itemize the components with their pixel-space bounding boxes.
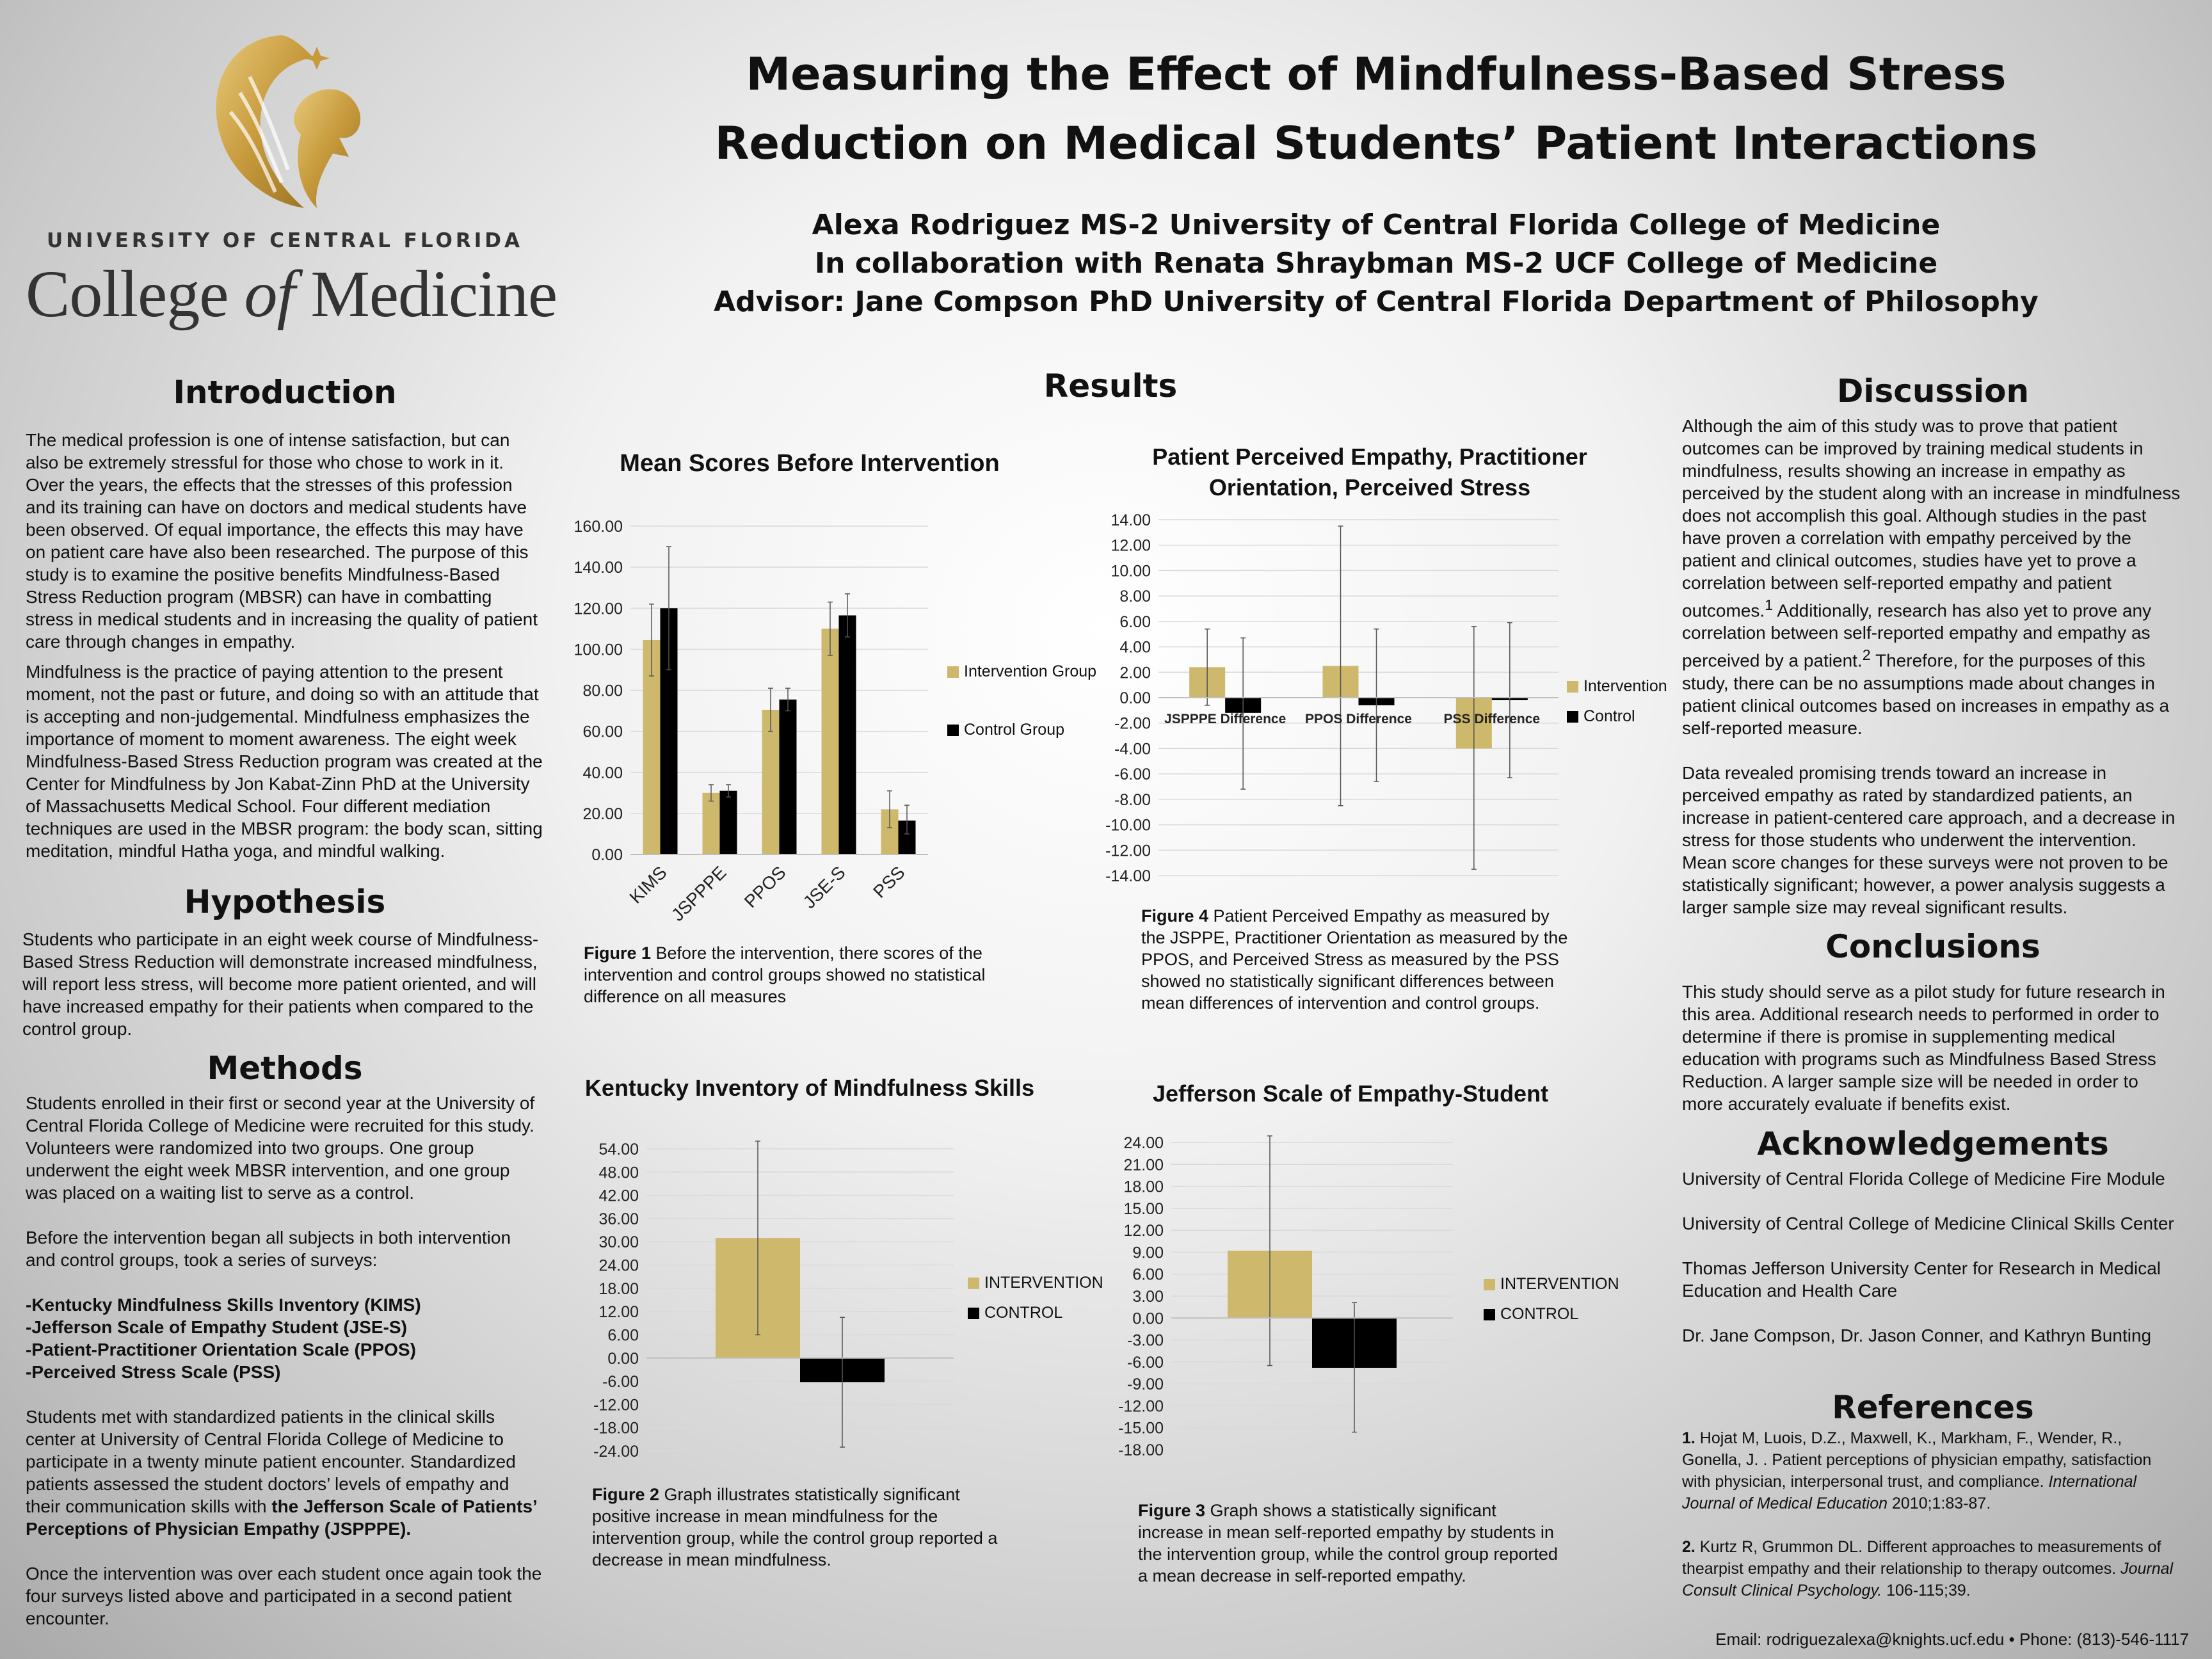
fig4-caption: Figure 4 Patient Perceived Empathy as measured by the JSPPE, Practitioner Orientation as measured by the PPOS, and Perceived Stress as measured by the PSS showed no statistically significant differences between mean differences of intervention and control groups. (1141, 906, 1568, 1013)
y-tick-label: -15.00 (1118, 1419, 1164, 1438)
x-tick-label: PSS Difference (1443, 712, 1541, 726)
conclusions-heading: Conclusions (1825, 928, 2040, 965)
y-tick-label: -6.00 (602, 1373, 639, 1391)
y-tick-label: 4.00 (1119, 638, 1151, 657)
y-tick-label: -12.00 (593, 1396, 639, 1415)
y-tick-label: 160.00 (573, 518, 623, 536)
y-tick-label: 15.00 (1123, 1199, 1164, 1218)
legend-item: Intervention (1567, 677, 1667, 696)
references-heading: References (1832, 1389, 2034, 1426)
discussion-heading: Discussion (1836, 373, 2030, 410)
y-tick-label: 140.00 (573, 559, 623, 577)
y-tick-label: -2.00 (1114, 714, 1151, 733)
ack-item: University of Central College of Medicine Clinical Skills Center (1682, 1214, 2174, 1233)
survey-item: -Jefferson Scale of Empathy Student (JSE-S) (26, 1317, 407, 1337)
y-tick-label: 6.00 (607, 1326, 639, 1345)
y-tick-label: 36.00 (598, 1210, 639, 1228)
x-tick-label: JSPPPE (667, 862, 730, 926)
legend-swatch-intervention (968, 1278, 979, 1289)
y-tick-label: 21.00 (1123, 1156, 1164, 1174)
y-tick-label: 10.00 (1110, 562, 1151, 581)
y-tick-label: 9.00 (1132, 1244, 1164, 1262)
x-tick-label: KIMS (625, 862, 671, 908)
y-tick-label: -10.00 (1105, 816, 1151, 835)
y-tick-label: 12.00 (1110, 536, 1151, 555)
y-tick-label: 0.00 (1119, 689, 1151, 707)
survey-item: -Kentucky Mindfulness Skills Inventory (KIMS) (26, 1295, 421, 1315)
ack-item: Thomas Jefferson University Center for Research in Medical Education and Health Care (1682, 1258, 2161, 1301)
y-tick-label: 8.00 (1119, 588, 1151, 606)
y-tick-label: 6.00 (1119, 613, 1151, 631)
methods-heading: Methods (207, 1050, 363, 1087)
y-tick-label: 42.00 (598, 1187, 639, 1205)
y-tick-label: 12.00 (1123, 1222, 1164, 1240)
fig1-legend (947, 662, 1096, 751)
acknowledgements-list (1682, 1167, 2181, 1354)
y-tick-label: 20.00 (582, 805, 623, 823)
fig1-caption: Figure 1 Before the intervention, there scores of the intervention and control groups showed no statistical difference on all measures (584, 943, 986, 1006)
title-line: Reduction on Medical Students’ Patient Interactions (714, 117, 2038, 170)
results-heading: Results (1043, 367, 1178, 405)
legend-item: INTERVENTION (1484, 1275, 1619, 1294)
introduction-heading: Introduction (173, 374, 397, 411)
legend-swatch-control (968, 1308, 979, 1319)
legend-swatch-intervention (947, 666, 959, 678)
legend-item: CONTROL (1484, 1305, 1619, 1324)
legend-item: Control Group (947, 721, 1096, 739)
legend-item: CONTROL (968, 1304, 1103, 1322)
y-tick-label: -12.00 (1118, 1397, 1164, 1416)
fig4-title: Patient Perceived Empathy, Practitioner Orientation, Perceived Stress (1152, 444, 1587, 501)
fig2-chart (576, 1133, 960, 1466)
y-tick-label: -9.00 (1127, 1375, 1164, 1394)
legend-item: Intervention Group (947, 662, 1096, 681)
fig2-title: Kentucky Inventory of Mindfulness Skills (584, 1075, 1035, 1101)
reference-item: 1. Hojat M, Luois, D.Z., Maxwell, K., Markham, F., Wender, R., Gonella, J. . Patient perceptions of physician empathy, satisfaction with physician, interpersonal trust, and compliance. International Journal of Medical Education 2010;1:83-87. (1682, 1429, 2152, 1512)
y-tick-label: -4.00 (1114, 740, 1151, 758)
fig3-legend (1484, 1275, 1619, 1335)
x-tick-label: PPOS (740, 862, 790, 912)
y-tick-label: 6.00 (1132, 1265, 1164, 1284)
x-tick-label: JSPPPE Difference (1164, 712, 1286, 726)
y-tick-label: 24.00 (598, 1256, 639, 1275)
y-tick-label: 3.00 (1132, 1288, 1164, 1306)
conclusions-text: This study should serve as a pilot study for future research in this area. Additional research needs to performed in order to determine if there is promise in supplementing medical education with programs such as Mindfulness Based Stress Reduction. A larger sample size will be needed in order to more accurately evaluate if benefits exist. (1682, 982, 2165, 1114)
bar-intervention-group (703, 793, 720, 854)
contact-info: Email: rodriguezalexa@knights.ucf.edu • Phone: (813)-546-1117 (1715, 1630, 2189, 1649)
y-tick-label: 24.00 (1123, 1134, 1164, 1152)
y-tick-label: 100.00 (573, 641, 623, 659)
y-tick-label: 18.00 (598, 1279, 639, 1298)
bar-control-group (720, 791, 737, 854)
fig3-caption: Figure 3 Graph shows a statistically significant increase in mean self-reported empathy by students in the intervention group, while the control group reported a mean decrease in self-reported empathy. (1138, 1501, 1558, 1585)
y-tick-label: 80.00 (582, 682, 623, 700)
fig2-caption: Figure 2 Graph illustrates statistically significant positive increase in mean mindfulness for the intervention group, while the control group reported a decrease in mean mindfulness. (592, 1485, 998, 1569)
y-tick-label: 30.00 (598, 1233, 639, 1252)
y-tick-label: -24.00 (593, 1443, 639, 1461)
y-tick-label: -18.00 (1118, 1441, 1164, 1459)
bar-control-group (839, 615, 856, 854)
legend-swatch-control (947, 725, 959, 736)
x-tick-label: PSS (869, 862, 909, 902)
reference-item: 2. Kurtz R, Grummon DL. Different approaches to measurements of thearpist empathy and their relationship to therapy outcomes. Journal Consult Clinical Psychology. 106-115;39. (1682, 1538, 2174, 1599)
author-line: In collaboration with Renata Shraybman MS-2 UCF College of Medicine (814, 247, 1938, 280)
y-tick-label: -3.00 (1127, 1331, 1164, 1350)
x-tick-label: JSE-S (799, 862, 849, 913)
y-tick-label: -6.00 (1114, 765, 1151, 784)
ack-item: University of Central Florida College of Medicine Fire Module (1682, 1169, 2165, 1189)
survey-item: -Perceived Stress Scale (PSS) (26, 1362, 281, 1382)
legend-item: INTERVENTION (968, 1274, 1103, 1292)
bar-control-group (780, 700, 797, 854)
discussion-text: Although the aim of this study was to prove that patient outcomes can be improved by training medical students in mindfulness, results showing an increase in empathy as perceived by the student along with an increase in mindfulness does not accomplish this goal. Although studies in the past have proven a correlation with empathy perceived by the patient and clinical outcomes, studies have yet to prove a correlation between self-reported empathy and patient outcomes.$^1$ Additionally, research has also yet to prove any correlation between self-reported empathy and empathy as perceived by a patient.$^2$ Therefore, for the purposes of this study, there can be no assumptions made about changes in patient clinical outcomes based on increases in empathy as a self-reported measure. Data revealed promising trends toward an increase in perceived empathy as rated by standardized patients, an increase in patient-centered care approach, and a decrease in stress for those students who underwent the intervention. Mean score changes for these surveys were not proven to be statistically significant; however, a power analysis suggests a larger sample size may reveal significant results. (1682, 416, 2181, 917)
y-tick-label: -14.00 (1105, 867, 1151, 885)
legend-swatch-intervention (1567, 681, 1578, 693)
methods-text: Students enrolled in their first or second year at the University of Central Florida College of Medicine were recruited for this study. Volunteers were randomized into two groups. One group underwent the eight week MBSR intervention, and one group was placed on a waiting list to serve as a control. Before the intervention began all subjects in both intervention and control groups, took a series of surveys: -Kentucky Mindfulness Skills Inventory (KIMS) -Jefferson Scale of Empathy Student (JSE-S) -Patient-Practitioner Orientation Scale (PPOS) -Perceived Stress Scale (PSS) Students met with standardized patients in the clinical skills center at University of Central Florida College of Medicine to participate in a twenty minute patient encounter. Standardized patients assessed the student doctors’ levels of empathy and their communication skills with the Jefferson Scale of Patients’ Perceptions of Physician Empathy (JSPPPE). Once the intervention was over each student once again took the four surveys listed above and participated in a second patient encounter. (26, 1092, 544, 1637)
ack-item: Dr. Jane Compson, Dr. Jason Conner, and Kathryn Bunting (1682, 1326, 2152, 1345)
y-tick-label: 48.00 (598, 1164, 639, 1182)
author-block (640, 206, 2112, 321)
fig2-legend (968, 1274, 1103, 1334)
survey-list (26, 1294, 544, 1383)
y-tick-label: 14.00 (1110, 511, 1151, 529)
y-tick-label: 12.00 (598, 1303, 639, 1322)
y-tick-label: 120.00 (573, 600, 623, 618)
introduction-text: The medical profession is one of intense satisfaction, but can also be extremely stressful for those who chose to work in it. Over the years, the effects that the stresses of this profession and its training can have on doctors and medical students have been observed. Of equal importance, the effects this may have on patient care have also been researched. The purpose of this study is to examine the positive benefits Mindfulness-Based Stress Reduction program (MBSR) can have in combatting stress in medical students and in increasing the quality of patient care through changes in empathy. Mindfulness is the practice of paying attention to the present moment, not the past or future, and doing so with an attitude that is accepting and non-judgemental. Mindfulness emphasizes the importance of moment to moment awareness. The eight week Mindfulness-Based Stress Reduction program was created at the Center for Mindfulness by Jon Kabat-Zinn PhD at the University of Massachusetts Medical School. Four different mediation techniques are used in the MBSR program: the body scan, sitting meditation, mindful Hatha yoga, and mindful walking. (26, 430, 543, 861)
y-tick-label: -12.00 (1105, 842, 1151, 860)
hypothesis-heading: Hypothesis (184, 883, 386, 920)
college-name: College of Medicine (26, 257, 557, 331)
survey-item: -Patient-Practitioner Orientation Scale (PPOS) (26, 1340, 416, 1359)
y-tick-label: -6.00 (1127, 1353, 1164, 1372)
fig1-title: Mean Scores Before Intervention (620, 450, 1000, 477)
fig3-title: Jefferson Scale of Empathy-Student (1152, 1080, 1549, 1107)
y-tick-label: -8.00 (1114, 790, 1151, 809)
author-line: Advisor: Jane Compson PhD University of Central Florida Department of Philosophy (714, 285, 2039, 318)
y-tick-label: 54.00 (598, 1141, 639, 1158)
references-list (1682, 1427, 2181, 1623)
y-tick-label: 40.00 (582, 764, 623, 782)
y-tick-label: 0.00 (1132, 1310, 1164, 1328)
fig4-legend (1567, 677, 1667, 737)
y-tick-label: 0.00 (607, 1349, 639, 1368)
y-tick-label: 18.00 (1123, 1178, 1164, 1196)
acknowledgements-heading: Acknowledgements (1757, 1125, 2109, 1162)
author-line: Alexa Rodriguez MS-2 University of Central Florida College of Medicine (812, 209, 1941, 241)
hypothesis-text: Students who participate in an eight week course of Mindfulness-Based Stress Reduction will demonstrate increased mindfulness, will report less stress, will become more patient oriented, and will have increased empathy for their patients when compared to the control group. (22, 929, 539, 1039)
bar-intervention-group (822, 629, 839, 854)
y-tick-label: -18.00 (593, 1419, 639, 1438)
fig3-chart (1101, 1126, 1459, 1459)
university-name: UNIVERSITY OF CENTRAL FLORIDA (47, 229, 523, 252)
legend-item: Control (1567, 707, 1667, 726)
legend-swatch-control (1567, 711, 1578, 723)
y-tick-label: 60.00 (582, 723, 623, 741)
ucf-pegasus-logo-icon (186, 22, 378, 221)
legend-swatch-intervention (1484, 1279, 1495, 1290)
y-tick-label: 2.00 (1119, 664, 1151, 682)
poster-title (640, 40, 2112, 178)
fig4-chart (1088, 506, 1562, 890)
x-tick-label: PPOS Difference (1305, 712, 1412, 726)
title-line: Measuring the Effect of Mindfulness-Based Stress (746, 48, 2007, 100)
legend-swatch-control (1484, 1309, 1495, 1320)
y-tick-label: 0.00 (591, 846, 623, 864)
fig1-chart (557, 506, 941, 928)
